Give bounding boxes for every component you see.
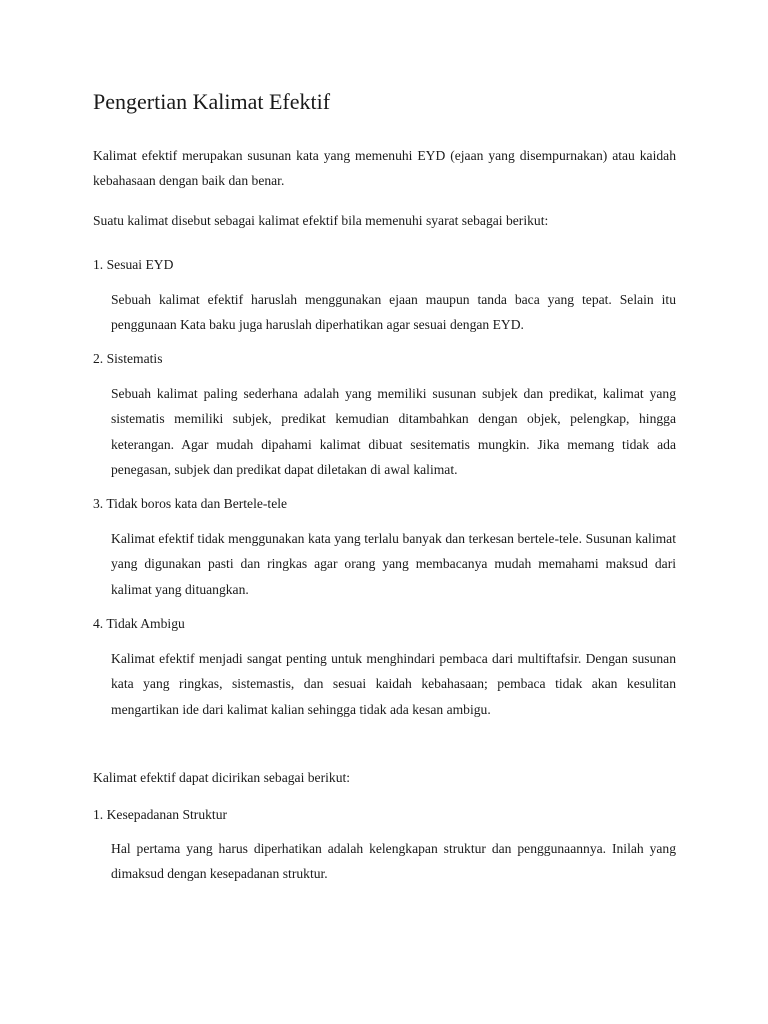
characteristic-heading-1: 1. Kesepadanan Struktur: [93, 807, 228, 822]
condition-body-4: Kalimat efektif menjadi sangat penting untuk menghindari pembaca dari multiftafsir. Dengan susunan kata yang ringkas, sistemastis, dan sesuai kaidah kebahasaan; pembaca tidak akan kesulitan mengartikan ide dari kalimat kalian sehingga tidak ada kesan ambigu.: [111, 651, 676, 717]
condition-heading-2: 2. Sistematis: [93, 351, 163, 366]
characteristics-lead: Kalimat efektif dapat dicirikan sebagai berikut:: [93, 770, 351, 785]
characteristic-body-1: Hal pertama yang harus diperhatikan adalah kelengkapan struktur dan penggunaannya. Inilah yang dimaksud dengan kesepadanan struktur.: [111, 841, 676, 882]
condition-heading-3: 3. Tidak boros kata dan Bertele-tele: [93, 496, 288, 511]
condition-heading-1: 1. Sesuai EYD: [93, 257, 174, 272]
condition-heading-4: 4. Tidak Ambigu: [93, 616, 185, 631]
intro-paragraph: Kalimat efektif merupakan susunan kata yang memenuhi EYD (ejaan yang disempurnakan) atau kaidah kebahasaan dengan baik dan benar.: [93, 148, 676, 189]
condition-body-1: Sebuah kalimat efektif haruslah menggunakan ejaan maupun tanda baca yang tepat. Selain itu penggunaan Kata baku juga haruslah diperhatikan agar sesuai dengan EYD.: [111, 292, 676, 333]
page-title: Pengertian Kalimat Efektif: [93, 89, 331, 114]
condition-body-3: Kalimat efektif tidak menggunakan kata yang terlalu banyak dan terkesan bertele-tele. Susunan kalimat yang digunakan pasti dan ringkas agar orang yang membacanya mudah memahami maksud dari kalimat yang dituangkan.: [111, 531, 676, 597]
conditions-lead: Suatu kalimat disebut sebagai kalimat efektif bila memenuhi syarat sebagai berikut:: [93, 213, 549, 228]
condition-body-2: Sebuah kalimat paling sederhana adalah yang memiliki susunan subjek dan predikat, kalimat yang sistematis memiliki subjek, predikat kemudian ditambahkan dengan objek, pelengkap, hingga keterangan. Agar mudah dipahami kalimat dibuat sesitematis mungkin. Jika memang tidak ada penegasan, subjek dan predikat dapat diletakan di awal kalimat.: [111, 386, 676, 477]
